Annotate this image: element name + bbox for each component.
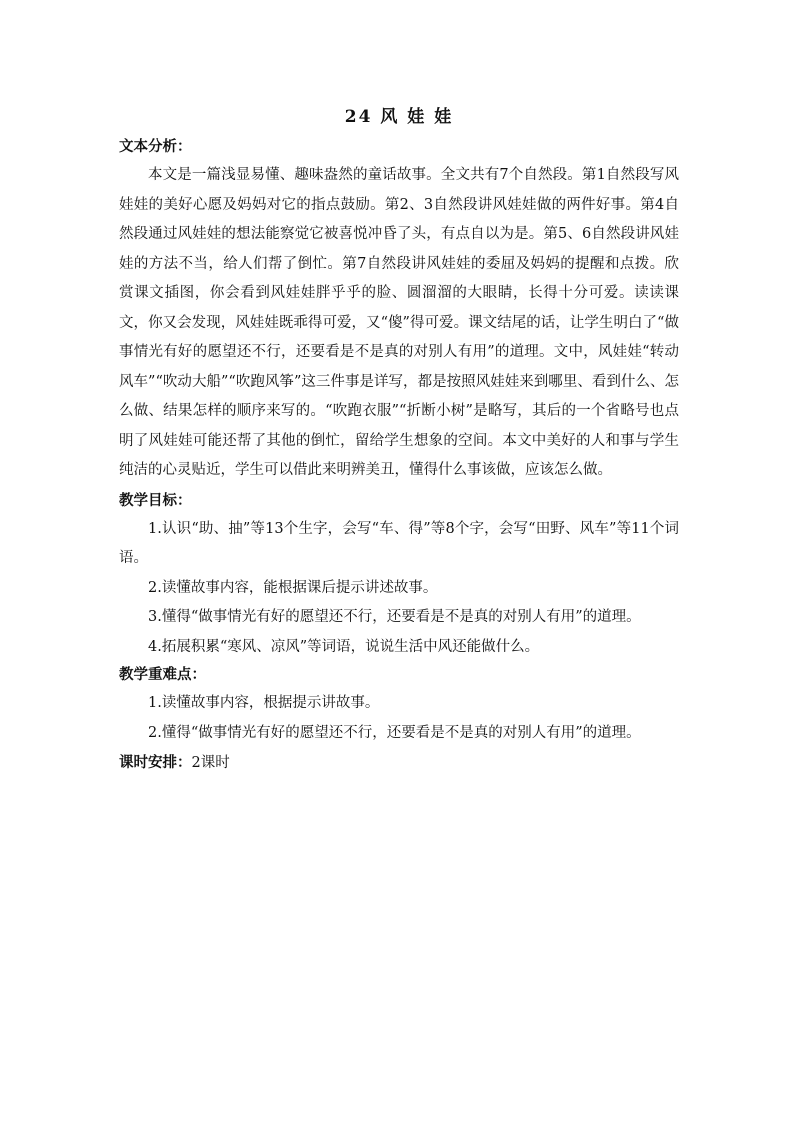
section-heading-goals: 教学目标： <box>119 492 192 509</box>
section-text-analysis <box>119 134 679 486</box>
key-point-item: 2.懂得“做事情光有好的愿望还不行，还要看是不是真的对别人有用”的道理。 <box>148 724 641 741</box>
section-schedule <box>119 748 679 778</box>
key-point-item: 1.读懂故事内容，根据提示讲故事。 <box>148 695 380 711</box>
document-title: 24 风 娃 娃 <box>344 107 454 127</box>
section-heading-analysis: 文本分析： <box>119 139 192 155</box>
section-teaching-goals <box>119 488 679 663</box>
document-page <box>119 100 679 778</box>
goal-item: 1.认识“助、抽”等13个生字，会写“车、得”等8个字，会写“田野、风车”等11个词语。 <box>119 520 679 566</box>
section-heading-key-points: 教学重难点： <box>119 667 206 683</box>
schedule-value: 2课时 <box>191 755 230 771</box>
goal-item: 3.懂得“做事情光有好的愿望还不行，还要看是不是真的对别人有用”的道理。 <box>148 609 641 625</box>
analysis-paragraph: 本文是一篇浅显易懂、趣味盎然的童话故事。全文共有7个自然段。第1自然段写风娃娃的美好心愿及妈妈对它的指点鼓励。第2、3自然段讲风娃娃做的两件好事。第4自然段通过风娃娃的想法能察觉它被喜悦冲昏了头，有点自以为是。第5、6自然段讲风娃娃的方法不当，给人们帮了倒忙。第7自然段讲风娃娃的委屈及妈妈的提醒和点拨。欣赏课文插图，你会看到风娃娃胖乎乎的脸、圆溜溜的大眼睛，长得十分可爱。读读课文，你又会发现，风娃娃既乖得可爱，又“傻”得可爱。课文结尾的话，让学生明白了“做事情光有好的愿望还不行，还要看是不是真的对别人有用”的道理。文中，风娃娃“转动风车”“吹动大船”“吹跑风筝”这三件事是详写，都是按照风娃娃来到哪里、看到什么、怎么做、结果怎样的顺序来写的。“吹跑衣服”“折断小树”是略写，其后的一个省略号也点明了风娃娃可能还帮了其他的倒忙，留给学生想象的空间。本文中美好的人和事与学生纯洁的心灵贴近，学生可以借此来明辨美丑，懂得什么事该做，应该怎么做。 <box>119 167 679 478</box>
section-key-points <box>119 662 679 748</box>
goal-item: 4.拓展积累“寒风、凉风”等词语，说说生活中风还能做什么。 <box>148 638 540 655</box>
goal-item: 2.读懂故事内容，能根据课后提示讲述故事。 <box>148 579 438 596</box>
schedule-label: 课时安排： <box>119 755 192 771</box>
